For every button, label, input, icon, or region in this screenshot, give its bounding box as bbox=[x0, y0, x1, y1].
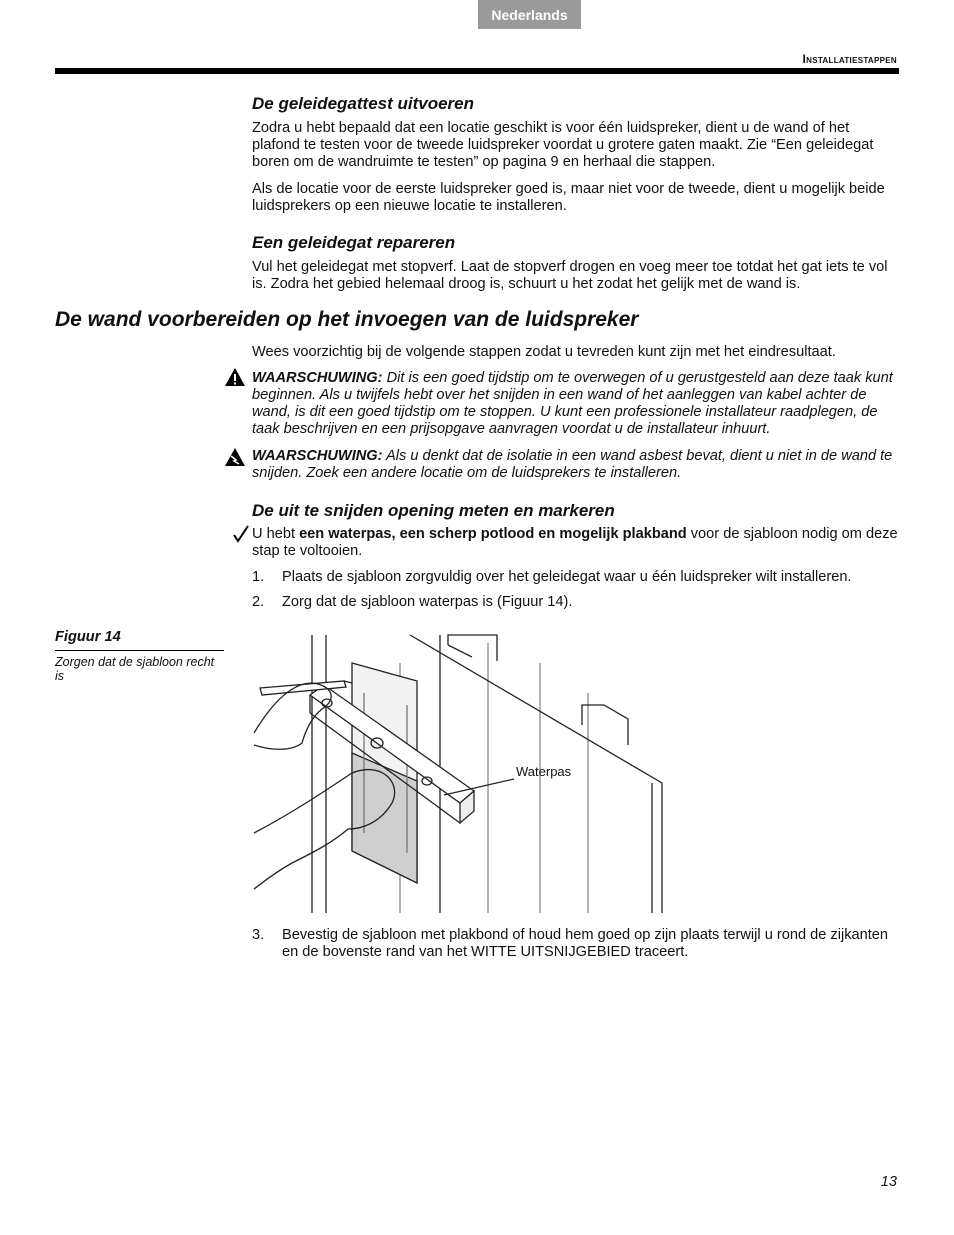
section-prepare-title: De wand voorbereiden op het invoegen van de luidspreker bbox=[55, 308, 639, 331]
section-measure-title: De uit te snijden opening meten en markeren bbox=[252, 501, 615, 520]
section-test-p1: Zodra u hebt bepaald dat een locatie geschikt is voor één luidspreker, dient u de wand of het plafond te testen voor de tweede luidspreker voordat u grotere gaten maakt. Zie “Een geleidegat boren om de wandruimte te testen” op pagina 9 en herhaal die stappen. bbox=[252, 120, 874, 170]
section-repair-p1: Vul het geleidegat met stopverf. Laat de stopverf drogen en voeg meer toe totdat het gat iets te vol is. Zodra het gebied helemaal droog is, schuurt u het zodat het gelijk met de wand is. bbox=[252, 259, 888, 292]
figure-illustration bbox=[252, 633, 672, 913]
section-repair bbox=[252, 233, 898, 293]
section-prepare-intro: Wees voorzichtig bij de volgende stappen zodat u tevreden kunt zijn met het eindresultaat. bbox=[252, 344, 836, 360]
page-number: 13 bbox=[880, 1174, 897, 1190]
warning-2 bbox=[252, 448, 898, 482]
warning-2-text: Als u denkt dat de isolatie in een wand asbest bevat, dient u niet in de wand te snijden. Zoek een andere locatie om de luidsprekers te installeren. bbox=[252, 448, 893, 481]
warning-1 bbox=[252, 370, 898, 438]
warning-1-text: Dit is een goed tijdstip om te overwegen of u gerustgesteld aan deze taak kunt beginnen. Als u twijfels hebt over het snijden in een wand of het aanleggen van kabel achter de wand, is dit een goed tijdstip om te stoppen. U kunt een professionele installateur raadplegen, de taak beschrijven en een prijsopgave aanvragen voordat u de installateur inhuurt. bbox=[252, 370, 893, 437]
section-test-title: De geleidegattest uitvoeren bbox=[252, 94, 475, 113]
section-header: Installatiestappen bbox=[802, 52, 897, 66]
electric-hazard-icon bbox=[224, 447, 246, 467]
checkmark-icon bbox=[232, 524, 250, 544]
section-test-p2: Als de locatie voor de eerste luidspreker goed is, maar niet voor de tweede, dient u mogelijk beide luidsprekers op een nieuwe locatie te installeren. bbox=[252, 181, 885, 214]
warning-2-label: WAARSCHUWING: bbox=[252, 448, 383, 464]
figure-rule bbox=[55, 650, 224, 651]
figure-label: Figuur 14 bbox=[55, 629, 121, 645]
figure-caption: Zorgen dat de sjabloon recht is bbox=[55, 655, 215, 683]
warning-triangle-icon bbox=[224, 367, 246, 387]
section-repair-title: Een geleidegat repareren bbox=[252, 233, 456, 252]
section-measure bbox=[252, 501, 898, 560]
section-test bbox=[252, 94, 898, 215]
header-rule bbox=[55, 68, 899, 74]
warning-1-label: WAARSCHUWING: bbox=[252, 370, 383, 386]
checklist-item: U hebt een waterpas, een scherp potlood en mogelijk plakband voor de sjabloon nodig om deze stap te voltooien. bbox=[252, 526, 898, 559]
callout-waterpas: Waterpas bbox=[516, 764, 572, 779]
language-tab: Nederlands bbox=[478, 0, 581, 29]
